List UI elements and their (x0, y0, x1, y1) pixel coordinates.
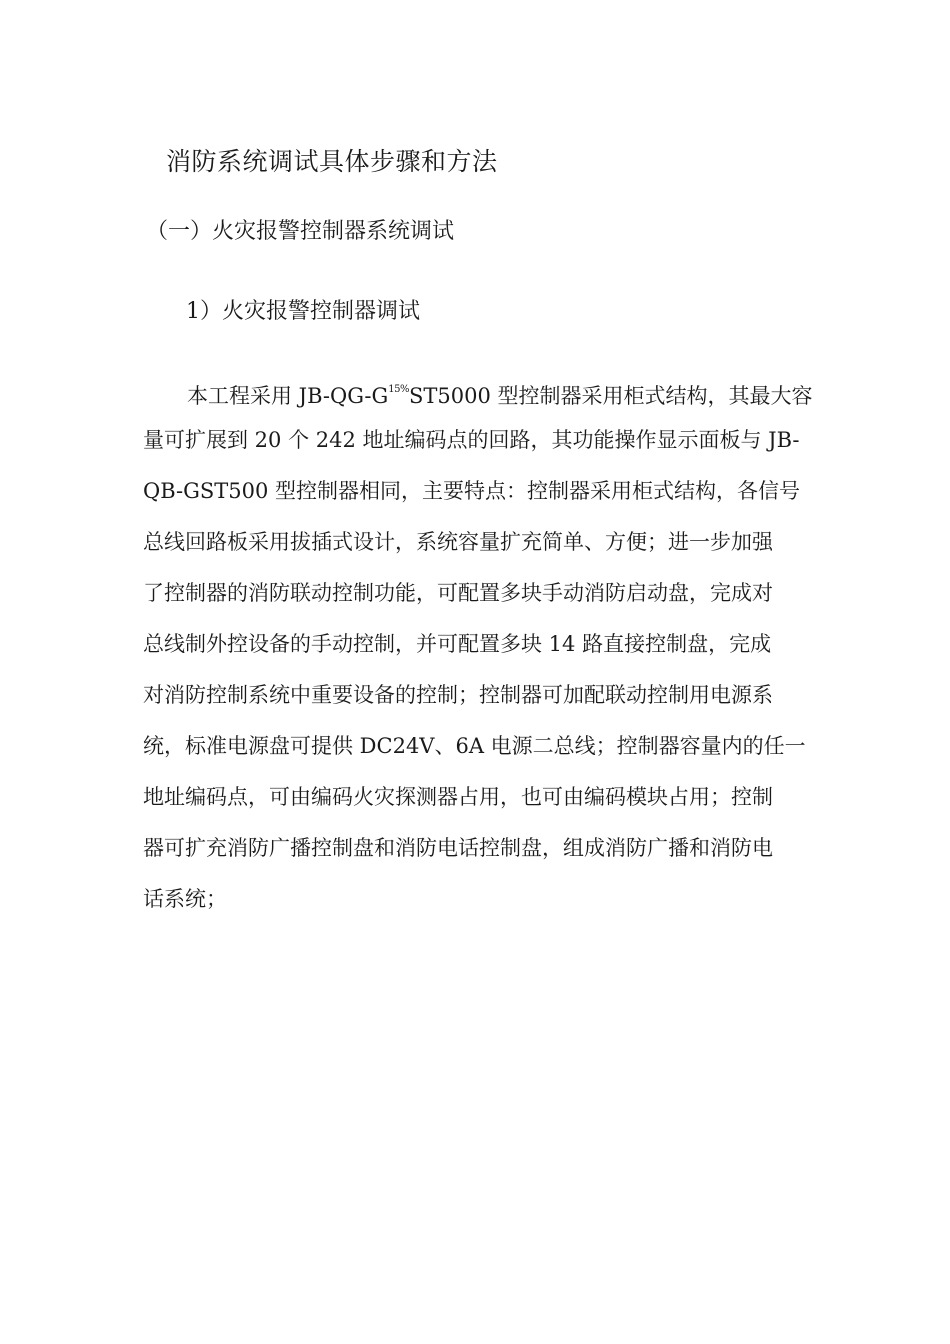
superscript-note: 15% (388, 384, 409, 395)
paragraph-line: 统，标准电源盘可提供 DC24V、6A 电源二总线；控制器容量内的任一 (143, 734, 806, 758)
paragraph-line: 对消防控制系统中重要设备的控制；控制器可加配联动控制用电源系 (143, 683, 773, 707)
body-paragraph (143, 364, 815, 925)
paragraph-line: 话系统； (143, 887, 227, 911)
paragraph-line: 器可扩充消防广播控制盘和消防电话控制盘，组成消防广播和消防电 (143, 836, 773, 860)
paragraph-line-text: 本工程采用 JB-QG-G (187, 384, 389, 408)
paragraph-line: QB-GST500 型控制器相同，主要特点：控制器采用柜式结构，各信号 (143, 479, 801, 503)
paragraph-line (143, 364, 815, 415)
subsection-heading: 1）火灾报警控制器调试 (186, 299, 420, 324)
paragraph-line: 总线制外控设备的手动控制，并可配置多块 14 路直接控制盘，完成 (143, 632, 772, 656)
paragraph-line: 量可扩展到 20 个 242 地址编码点的回路，其功能操作显示面板与 JB- (143, 428, 800, 452)
paragraph-line: 地址编码点，可由编码火灾探测器占用，也可由编码模块占用；控制 (143, 785, 773, 809)
paragraph-line: 总线回路板采用拔插式设计，系统容量扩充简单、方便；进一步加强 (143, 530, 773, 554)
document-title: 消防系统调试具体步骤和方法 (166, 147, 498, 176)
section-heading: （一）火灾报警控制器系统调试 (146, 219, 455, 244)
paragraph-line-text: ST5000 型控制器采用柜式结构，其最大容 (409, 384, 813, 408)
paragraph-line: 了控制器的消防联动控制功能，可配置多块手动消防启动盘，完成对 (143, 581, 773, 605)
